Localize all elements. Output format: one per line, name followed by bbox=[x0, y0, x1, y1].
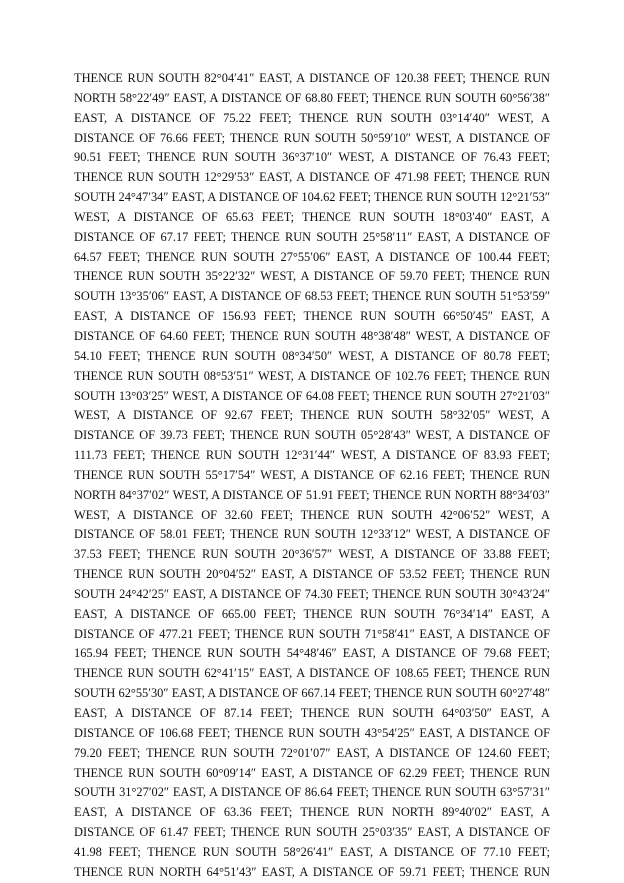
text-line: WEST, A DISTANCE OF 92.67 FEET; THENCE RUN SOUTH 58°32′05″ WEST, A bbox=[74, 408, 550, 423]
text-line: SOUTH 13°03′25″ WEST, A DISTANCE OF 64.08 FEET; THENCE RUN SOUTH 27°21′03″ bbox=[74, 388, 550, 403]
text-line: 165.94 FEET; THENCE RUN SOUTH 54°48′46″ EAST, A DISTANCE OF 79.68 FEET; bbox=[74, 646, 550, 661]
text-line: EAST, A DISTANCE OF 87.14 FEET; THENCE RUN SOUTH 64°03′50″ EAST, A bbox=[74, 706, 550, 720]
legal-description-text bbox=[74, 69, 550, 883]
text-line: 41.98 FEET; THENCE RUN SOUTH 58°26′41″ EAST, A DISTANCE OF 77.10 FEET; bbox=[74, 844, 550, 859]
text-line: SOUTH 24°47′34″ EAST, A DISTANCE OF 104.62 FEET; THENCE RUN SOUTH 12°21′53″ bbox=[74, 190, 550, 205]
text-line: DISTANCE OF 76.66 FEET; THENCE RUN SOUTH 50°59′10″ WEST, A DISTANCE OF bbox=[74, 130, 550, 145]
text-line: SOUTH 13°35′06″ EAST, A DISTANCE OF 68.53 FEET; THENCE RUN SOUTH 51°53′59″ bbox=[74, 289, 550, 304]
text-line: DISTANCE OF 67.17 FEET; THENCE RUN SOUTH 25°58′11″ EAST, A DISTANCE OF bbox=[74, 229, 550, 244]
text-line: DISTANCE OF 64.60 FEET; THENCE RUN SOUTH 48°38′48″ WEST, A DISTANCE OF bbox=[74, 328, 550, 343]
text-line: EAST, A DISTANCE OF 63.36 FEET; THENCE RUN NORTH 89°40′02″ EAST, A bbox=[74, 805, 550, 820]
text-line: WEST, A DISTANCE OF 32.60 FEET; THENCE RUN SOUTH 42°06′52″ WEST, A bbox=[74, 507, 550, 522]
text-line: DISTANCE OF 477.21 FEET; THENCE RUN SOUTH 71°58′41″ EAST, A DISTANCE OF bbox=[74, 626, 550, 641]
text-line: THENCE RUN NORTH 64°51′43″ EAST, A DISTANCE OF 59.71 FEET; THENCE RUN bbox=[74, 864, 550, 879]
text-line: EAST, A DISTANCE OF 665.00 FEET; THENCE RUN SOUTH 76°34′14″ EAST, A bbox=[74, 606, 550, 621]
text-line: 90.51 FEET; THENCE RUN SOUTH 36°37′10″ WEST, A DISTANCE OF 76.43 FEET; bbox=[74, 150, 550, 165]
text-line: 64.57 FEET; THENCE RUN SOUTH 27°55′06″ EAST, A DISTANCE OF 100.44 FEET; bbox=[74, 249, 550, 264]
text-line: 37.53 FEET; THENCE RUN SOUTH 20°36′57″ WEST, A DISTANCE OF 33.88 FEET; bbox=[74, 547, 550, 562]
text-line: THENCE RUN SOUTH 82°04′41″ EAST, A DISTANCE OF 120.38 FEET; THENCE RUN bbox=[74, 71, 550, 85]
text-line: THENCE RUN SOUTH 35°22′32″ WEST, A DISTANCE OF 59.70 FEET; THENCE RUN bbox=[74, 269, 550, 284]
text-line: THENCE RUN SOUTH 12°29′53″ EAST, A DISTANCE OF 471.98 FEET; THENCE RUN bbox=[74, 170, 550, 185]
text-line: THENCE RUN SOUTH 20°04′52″ EAST, A DISTANCE OF 53.52 FEET; THENCE RUN bbox=[74, 567, 550, 582]
text-line: DISTANCE OF 106.68 FEET; THENCE RUN SOUTH 43°54′25″ EAST, A DISTANCE OF bbox=[74, 725, 550, 740]
text-line: WEST, A DISTANCE OF 65.63 FEET; THENCE RUN SOUTH 18°03′40″ EAST, A bbox=[74, 209, 550, 224]
text-line: SOUTH 31°27′02″ EAST, A DISTANCE OF 86.64 FEET; THENCE RUN SOUTH 63°57′31″ bbox=[74, 785, 550, 800]
text-line: THENCE RUN SOUTH 55°17′54″ WEST, A DISTANCE OF 62.16 FEET; THENCE RUN bbox=[74, 467, 550, 482]
text-line: 79.20 FEET; THENCE RUN SOUTH 72°01′07″ EAST, A DISTANCE OF 124.60 FEET; bbox=[74, 745, 550, 760]
text-line: THENCE RUN SOUTH 62°41′15″ EAST, A DISTANCE OF 108.65 FEET; THENCE RUN bbox=[74, 666, 550, 681]
text-line: EAST, A DISTANCE OF 156.93 FEET; THENCE RUN SOUTH 66°50′45″ EAST, A bbox=[74, 309, 550, 324]
text-line: 54.10 FEET; THENCE RUN SOUTH 08°34′50″ WEST, A DISTANCE OF 80.78 FEET; bbox=[74, 348, 550, 363]
text-line: EAST, A DISTANCE OF 75.22 FEET; THENCE RUN SOUTH 03°14′40″ WEST, A bbox=[74, 110, 550, 125]
text-line: THENCE RUN SOUTH 60°09′14″ EAST, A DISTANCE OF 62.29 FEET; THENCE RUN bbox=[74, 765, 550, 780]
text-line: NORTH 58°22′49″ EAST, A DISTANCE OF 68.80 FEET; THENCE RUN SOUTH 60°56′38″ bbox=[74, 90, 550, 105]
text-line: DISTANCE OF 39.73 FEET; THENCE RUN SOUTH 05°28′43″ WEST, A DISTANCE OF bbox=[74, 428, 550, 443]
text-line: 111.73 FEET; THENCE RUN SOUTH 12°31′44″ WEST, A DISTANCE OF 83.93 FEET; bbox=[74, 448, 550, 463]
text-line: SOUTH 62°55′30″ EAST, A DISTANCE OF 667.14 FEET; THENCE RUN SOUTH 60°27′48″ bbox=[74, 686, 550, 701]
text-line: DISTANCE OF 58.01 FEET; THENCE RUN SOUTH 12°33′12″ WEST, A DISTANCE OF bbox=[74, 527, 550, 542]
text-line: NORTH 84°37′02″ WEST, A DISTANCE OF 51.91 FEET; THENCE RUN NORTH 88°34′03″ bbox=[74, 487, 550, 502]
text-line: SOUTH 24°42′25″ EAST, A DISTANCE OF 74.30 FEET; THENCE RUN SOUTH 30°43′24″ bbox=[74, 586, 550, 601]
text-line: DISTANCE OF 61.47 FEET; THENCE RUN SOUTH 25°03′35″ EAST, A DISTANCE OF bbox=[74, 825, 550, 840]
text-line: THENCE RUN SOUTH 08°53′51″ WEST, A DISTANCE OF 102.76 FEET; THENCE RUN bbox=[74, 368, 550, 383]
